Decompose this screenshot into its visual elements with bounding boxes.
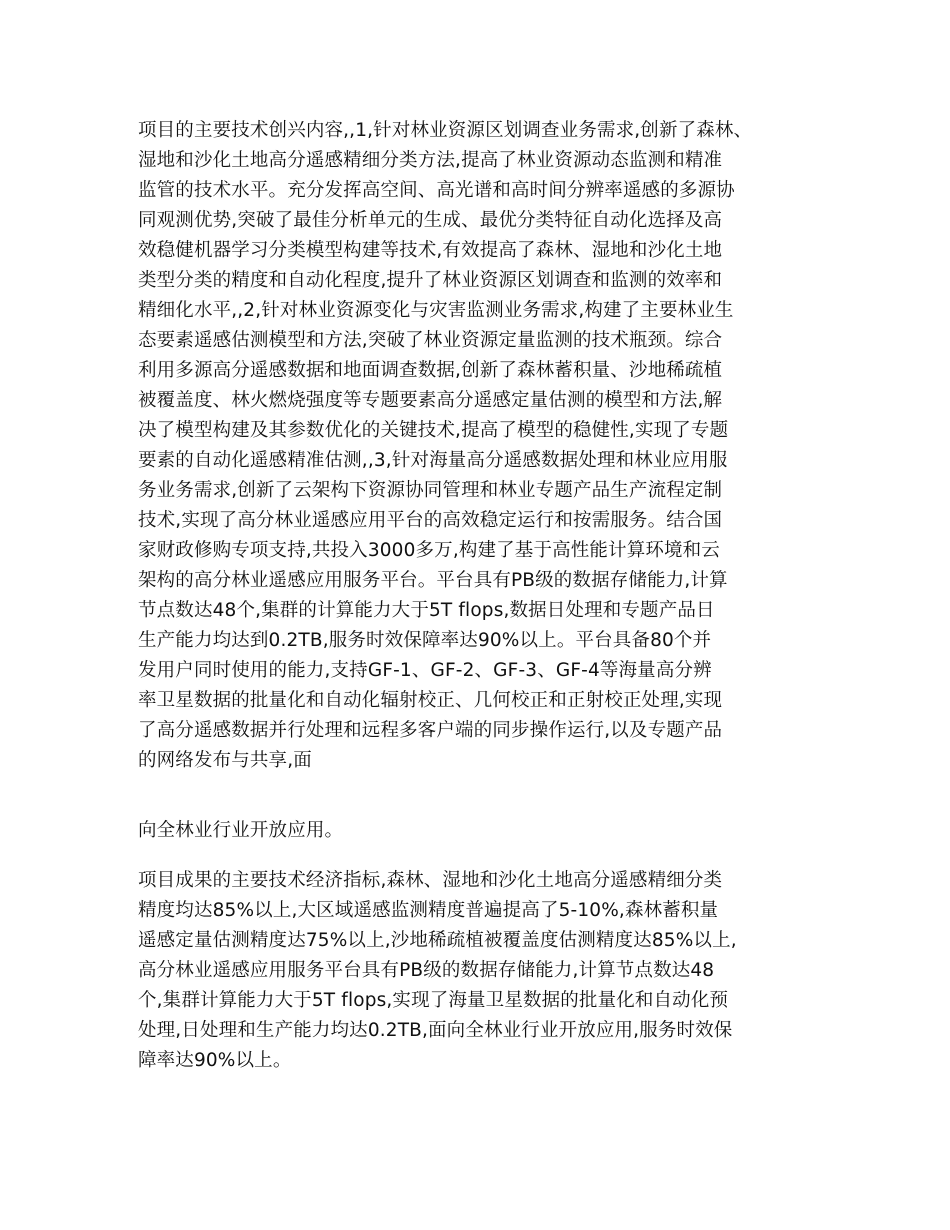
text-line: 个,集群计算能力大于5T flops,实现了海量卫星数据的批量化和自动化预 <box>138 990 729 1011</box>
text-line: 同观测优势,突破了最佳分析单元的生成、最优分类特征自动化选择及高 <box>138 210 723 231</box>
text-line: 处理,日处理和生产能力均达0.2TB,面向全林业行业开放应用,服务时效保 <box>138 1020 733 1041</box>
text-line: 率卫星数据的批量化和自动化辐射校正、几何校正和正射校正处理,实现 <box>138 690 723 711</box>
text-line: 的网络发布与共享,面 <box>138 750 312 771</box>
text-line: 态要素遥感估测模型和方法,突破了林业资源定量监测的技术瓶颈。综合 <box>138 330 723 351</box>
text-line: 了高分遥感数据并行处理和远程多客户端的同步操作运行,以及专题产品 <box>138 720 723 741</box>
text-line: 精度均达85%以上,大区域遥感监测精度普遍提高了5-10%,森林蓄积量 <box>138 900 719 921</box>
text-line: 项目成果的主要技术经济指标,森林、湿地和沙化土地高分遥感精细分类 <box>138 870 723 891</box>
text-line: 家财政修购专项支持,共投入3000多万,构建了基于高性能计算环境和云 <box>138 540 720 561</box>
text-line: 湿地和沙化土地高分遥感精细分类方法,提高了林业资源动态监测和精准 <box>138 150 723 171</box>
text-line: 项目的主要技术创兴内容,,1,针对林业资源区划调查业务需求,创新了森林、 <box>138 120 753 141</box>
paragraph-continuation <box>138 816 828 846</box>
text-line: 高分林业遥感应用服务平台具有PB级的数据存储能力,计算节点数达48 <box>138 960 715 981</box>
text-line: 监管的技术水平。充分发挥高空间、高光谱和高时间分辨率遥感的多源协 <box>138 180 735 201</box>
text-line: 要素的自动化遥感精准估测,,3,针对海量高分遥感数据处理和林业应用服 <box>138 450 728 471</box>
text-line: 障率达90%以上。 <box>138 1050 292 1071</box>
text-line: 务业务需求,创新了云架构下资源协同管理和林业专题产品生产流程定制 <box>138 480 723 501</box>
text-line: 利用多源高分遥感数据和地面调查数据,创新了森林蓄积量、沙地稀疏植 <box>138 360 723 381</box>
text-line: 节点数达48个,集群的计算能力大于5T flops,数据日处理和专题产品日 <box>138 600 715 621</box>
text-line: 类型分类的精度和自动化程度,提升了林业资源区划调查和监测的效率和 <box>138 270 723 291</box>
text-line: 向全林业行业开放应用。 <box>138 820 344 841</box>
text-line: 决了模型构建及其参数优化的关键技术,提高了模型的稳健性,实现了专题 <box>138 420 729 441</box>
text-line: 效稳健机器学习分类模型构建等技术,有效提高了森林、湿地和沙化土地 <box>138 240 723 261</box>
text-line: 技术,实现了高分林业遥感应用平台的高效稳定运行和按需服务。结合国 <box>138 510 723 531</box>
paragraph-main-innovations <box>138 116 828 776</box>
text-line: 发用户同时使用的能力,支持GF-1、GF-2、GF-3、GF-4等海量高分辨 <box>138 660 712 681</box>
paragraph-technical-indicators <box>138 866 828 1076</box>
text-line: 生产能力均达到0.2TB,服务时效保障率达90%以上。平台具备80个并 <box>138 630 712 651</box>
text-line: 架构的高分林业遥感应用服务平台。平台具有PB级的数据存储能力,计算 <box>138 570 728 591</box>
text-line: 被覆盖度、林火燃烧强度等专题要素高分遥感定量估测的模型和方法,解 <box>138 390 723 411</box>
text-line: 遥感定量估测精度达75%以上,沙地稀疏植被覆盖度估测精度达85%以上, <box>138 930 737 951</box>
text-line: 精细化水平,,2,针对林业资源变化与灾害监测业务需求,构建了主要林业生 <box>138 300 734 321</box>
